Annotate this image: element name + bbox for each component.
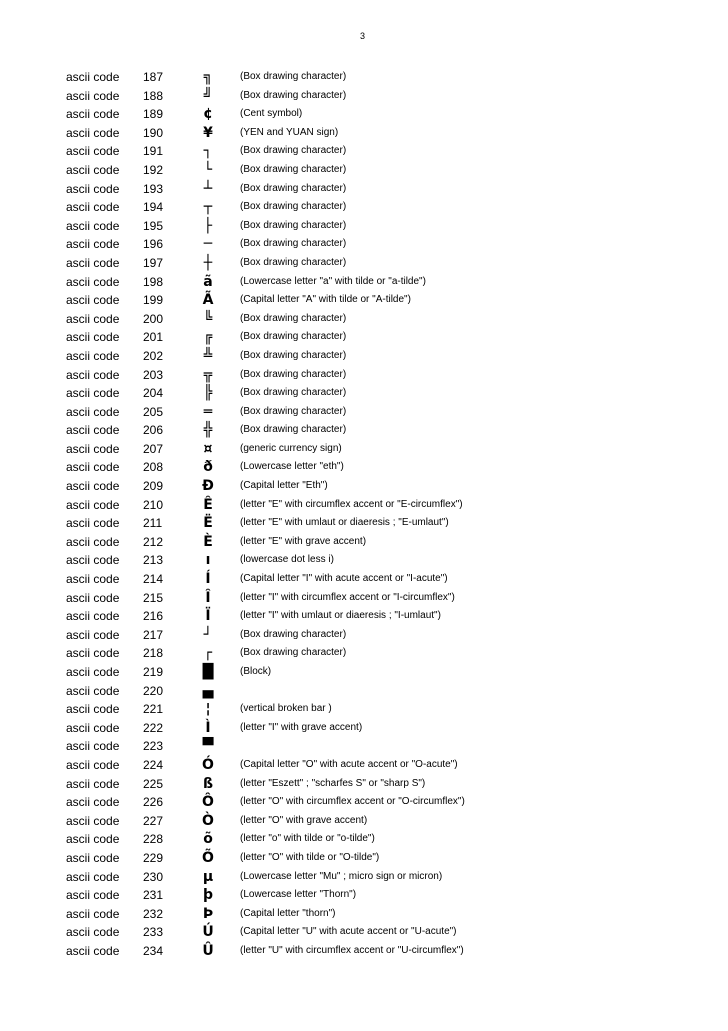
character-description: (YEN and YUAN sign) <box>240 126 339 138</box>
character-description: (Block) <box>240 666 272 677</box>
table-row <box>0 607 728 626</box>
ascii-character: ┴ <box>203 180 213 197</box>
ascii-character: ╚ <box>203 310 213 327</box>
row-label: ascii code <box>66 943 120 958</box>
ascii-character: ı <box>205 552 211 569</box>
character-description: (Box drawing character) <box>240 163 347 175</box>
character-description: (Capital letter "I" with acute accent or "I-acute") <box>240 573 448 585</box>
ascii-character: └ <box>203 161 213 178</box>
character-description: (letter "I" with umlaut or diaeresis ; "I-umlaut") <box>240 610 441 622</box>
ascii-character: ┼ <box>203 254 213 271</box>
table-row <box>0 533 728 552</box>
ascii-code: 227 <box>143 813 164 828</box>
character-description: (Box drawing character) <box>240 647 347 659</box>
row-label: ascii code <box>66 218 120 233</box>
character-description: (Box drawing character) <box>240 312 347 324</box>
ascii-code: 190 <box>143 125 164 140</box>
table-row <box>0 644 728 663</box>
table-row <box>0 700 728 719</box>
ascii-code: 191 <box>143 144 164 159</box>
page-number: 3 <box>360 31 366 41</box>
row-label: ascii code <box>66 200 120 215</box>
table-row <box>0 68 728 87</box>
character-description: (Capital letter "Eth") <box>240 480 328 492</box>
character-description: (Box drawing character) <box>240 405 347 417</box>
table-row <box>0 923 728 942</box>
row-label: ascii code <box>66 404 120 419</box>
ascii-character: Ô <box>202 794 214 811</box>
table-row <box>0 477 728 496</box>
character-description: (lowercase dot less i) <box>240 554 334 566</box>
row-label: ascii code <box>66 813 120 828</box>
ascii-code: 188 <box>143 88 164 103</box>
ascii-character: ¤ <box>203 440 213 457</box>
table-row <box>0 198 728 217</box>
row-label: ascii code <box>66 739 120 754</box>
table-row <box>0 328 728 347</box>
ascii-code: 197 <box>143 255 164 270</box>
table-row <box>0 291 728 310</box>
row-label: ascii code <box>66 497 120 512</box>
ascii-character: Ó <box>202 756 214 773</box>
character-description: (Lowercase letter "a" with tilde or "a-tilde") <box>240 275 426 287</box>
ascii-character: Û <box>202 942 214 959</box>
ascii-character: ¢ <box>203 106 213 123</box>
ascii-character: ├ <box>203 217 213 234</box>
ascii-code: 189 <box>143 107 164 122</box>
row-label: ascii code <box>66 776 120 791</box>
character-description: (Box drawing character) <box>240 368 347 380</box>
row-label: ascii code <box>66 609 120 624</box>
ascii-code: 213 <box>143 553 164 568</box>
ascii-code: 234 <box>143 943 164 958</box>
character-description: (Box drawing character) <box>240 219 347 231</box>
ascii-code: 207 <box>143 441 164 456</box>
ascii-code: 192 <box>143 162 164 177</box>
character-description: (vertical broken bar ) <box>240 703 332 715</box>
ascii-code: 187 <box>143 70 164 84</box>
row-label: ascii code <box>66 460 120 475</box>
ascii-code: 230 <box>143 869 164 884</box>
ascii-character: µ <box>202 868 214 885</box>
row-label: ascii code <box>66 720 120 735</box>
row-label: ascii code <box>66 572 120 587</box>
table-row <box>0 514 728 533</box>
row-label: ascii code <box>66 832 120 847</box>
row-label: ascii code <box>66 590 120 605</box>
ascii-code: 225 <box>143 776 164 791</box>
table-row <box>0 366 728 385</box>
row-label: ascii code <box>66 237 120 252</box>
row-label: ascii code <box>66 888 120 903</box>
row-label: ascii code <box>66 757 120 772</box>
ascii-code: 222 <box>143 720 164 735</box>
ascii-character: È <box>203 533 213 550</box>
table-row <box>0 682 728 701</box>
ascii-code: 216 <box>143 609 164 624</box>
character-description: (Box drawing character) <box>240 182 347 194</box>
table-row <box>0 458 728 477</box>
ascii-character: ═ <box>203 403 213 420</box>
ascii-character: Ú <box>202 924 214 941</box>
table-row <box>0 440 728 459</box>
ascii-character: ▄ <box>202 682 214 699</box>
table-row <box>0 626 728 645</box>
table-row <box>0 273 728 292</box>
ascii-code: 232 <box>143 906 164 921</box>
table-row <box>0 756 728 775</box>
character-description: (letter "Eszett" ; "scharfes S" or "sharp S") <box>240 777 426 789</box>
ascii-character: Ò <box>202 812 214 829</box>
character-description: (Box drawing character) <box>240 387 347 399</box>
row-label: ascii code <box>66 330 120 345</box>
ascii-code: 208 <box>143 460 164 475</box>
ascii-code: 198 <box>143 274 164 289</box>
ascii-code: 195 <box>143 218 164 233</box>
row-label: ascii code <box>66 274 120 289</box>
table-row <box>0 737 728 756</box>
ascii-code: 217 <box>143 627 164 642</box>
table-row <box>0 347 728 366</box>
row-label: ascii code <box>66 795 120 810</box>
row-label: ascii code <box>66 683 120 698</box>
character-description: (letter "O" with grave accent) <box>240 814 368 826</box>
character-description: (Capital letter "A" with tilde or "A-tilde") <box>240 294 411 306</box>
ascii-code: 205 <box>143 404 164 419</box>
ascii-character: Ì <box>205 719 211 736</box>
ascii-character: ã <box>203 273 213 290</box>
ascii-character: Î <box>205 589 211 606</box>
table-row <box>0 663 728 682</box>
ascii-code: 193 <box>143 181 164 196</box>
table-row <box>0 775 728 794</box>
character-description: (letter "E" with grave accent) <box>240 535 367 547</box>
character-description: (Box drawing character) <box>240 201 347 213</box>
table-row <box>0 886 728 905</box>
ascii-code: 220 <box>143 683 164 698</box>
table-row <box>0 812 728 831</box>
row-label: ascii code <box>66 553 120 568</box>
table-row <box>0 570 728 589</box>
ascii-character: þ <box>202 887 214 904</box>
ascii-code: 203 <box>143 367 164 382</box>
row-label: ascii code <box>66 348 120 363</box>
row-label: ascii code <box>66 665 120 679</box>
character-description: (Box drawing character) <box>240 89 347 101</box>
ascii-character: ╠ <box>203 385 213 402</box>
row-label: ascii code <box>66 423 120 438</box>
ascii-character: ╦ <box>203 366 213 383</box>
ascii-code: 224 <box>143 757 164 772</box>
row-label: ascii code <box>66 906 120 921</box>
ascii-code: 215 <box>143 590 164 605</box>
row-label: ascii code <box>66 869 120 884</box>
ascii-code: 211 <box>143 516 163 531</box>
table-row <box>0 589 728 608</box>
character-description: (Box drawing character) <box>240 145 347 157</box>
ascii-code: 218 <box>143 646 164 661</box>
table-row <box>0 142 728 161</box>
table-row <box>0 403 728 422</box>
ascii-character: ð <box>203 459 213 476</box>
table-row <box>0 124 728 143</box>
table-row <box>0 830 728 849</box>
ascii-code: 223 <box>143 739 164 754</box>
row-label: ascii code <box>66 479 120 494</box>
ascii-character: ─ <box>203 236 213 253</box>
ascii-character: ╩ <box>203 347 213 364</box>
ascii-code: 196 <box>143 237 164 252</box>
ascii-code: 233 <box>143 925 164 940</box>
character-description: (letter "O" with tilde or "O-tilde") <box>240 851 380 863</box>
ascii-character: ╔ <box>203 329 213 346</box>
ascii-character: ß <box>202 775 214 792</box>
ascii-code: 221 <box>143 702 164 717</box>
character-description: (letter "I" with circumflex accent or "I-circumflex") <box>240 591 455 603</box>
table-row <box>0 384 728 403</box>
ascii-code: 201 <box>143 330 164 345</box>
character-description: (Box drawing character) <box>240 238 347 250</box>
ascii-character: Õ <box>202 849 214 866</box>
table-row <box>0 254 728 273</box>
character-description: (Box drawing character) <box>240 628 347 640</box>
character-description: (letter "E" with circumflex accent or "E-circumflex") <box>240 498 463 510</box>
ascii-code: 214 <box>143 572 164 587</box>
table-row <box>0 551 728 570</box>
table-row <box>0 793 728 812</box>
character-description: (Capital letter "O" with acute accent or "O-acute") <box>240 758 458 770</box>
character-description: (Lowercase letter "Mu" ; micro sign or micron) <box>240 870 443 882</box>
character-description: (Box drawing character) <box>240 331 347 343</box>
character-description: (Lowercase letter "Thorn") <box>240 889 357 901</box>
ascii-character: █ <box>202 664 214 680</box>
ascii-character: ▀ <box>202 738 214 755</box>
row-label: ascii code <box>66 162 120 177</box>
ascii-code: 194 <box>143 200 164 215</box>
ascii-code: 200 <box>143 311 164 326</box>
table-row <box>0 496 728 515</box>
table-row <box>0 868 728 887</box>
row-label: ascii code <box>66 107 120 122</box>
row-label: ascii code <box>66 441 120 456</box>
ascii-code: 209 <box>143 479 164 494</box>
character-description: (Box drawing character) <box>240 71 347 82</box>
row-label: ascii code <box>66 367 120 382</box>
row-label: ascii code <box>66 255 120 270</box>
table-row <box>0 217 728 236</box>
row-label: ascii code <box>66 144 120 159</box>
row-label: ascii code <box>66 925 120 940</box>
ascii-character: Ï <box>205 608 211 625</box>
character-description: (Capital letter "thorn") <box>240 907 336 919</box>
row-label: ascii code <box>66 646 120 661</box>
character-description: (letter "I" with grave accent) <box>240 721 363 733</box>
table-row <box>0 849 728 868</box>
character-description: (Capital letter "U" with acute accent or "U-acute") <box>240 926 457 938</box>
row-label: ascii code <box>66 293 120 308</box>
row-label: ascii code <box>66 88 120 103</box>
ascii-code: 206 <box>143 423 164 438</box>
row-label: ascii code <box>66 311 120 326</box>
table-row <box>0 719 728 738</box>
table-row <box>0 87 728 106</box>
character-description: (Cent symbol) <box>240 108 303 120</box>
ascii-code: 202 <box>143 348 164 363</box>
ascii-character: ┌ <box>203 645 213 662</box>
table-row <box>0 105 728 124</box>
ascii-code: 199 <box>143 293 164 308</box>
ascii-character: Ë <box>203 515 213 532</box>
ascii-character: ┬ <box>203 199 213 216</box>
table-row <box>0 161 728 180</box>
ascii-character: ╝ <box>203 87 213 104</box>
ascii-character: ¦ <box>205 701 211 718</box>
character-description: (letter "O" with circumflex accent or "O-circumflex") <box>240 796 465 808</box>
ascii-character: õ <box>203 831 213 848</box>
character-description: (generic currency sign) <box>240 442 342 454</box>
ascii-character: Í <box>205 571 211 588</box>
ascii-character: ╗ <box>203 69 213 85</box>
ascii-code: 228 <box>143 832 164 847</box>
row-label: ascii code <box>66 70 120 84</box>
row-label: ascii code <box>66 534 120 549</box>
ascii-code: 204 <box>143 386 164 401</box>
row-label: ascii code <box>66 181 120 196</box>
ascii-character: Ã <box>202 292 214 309</box>
ascii-table <box>0 68 728 961</box>
ascii-character: Ð <box>202 478 214 495</box>
ascii-code: 212 <box>143 534 164 549</box>
table-row <box>0 310 728 329</box>
character-description: (Box drawing character) <box>240 349 347 361</box>
ascii-character: ╬ <box>203 422 213 439</box>
ascii-character: ┐ <box>203 143 213 160</box>
ascii-character: ┘ <box>203 626 213 643</box>
ascii-code: 210 <box>143 497 164 512</box>
table-row <box>0 942 728 961</box>
ascii-character: Ê <box>203 496 213 513</box>
character-description: (Lowercase letter "eth") <box>240 461 344 473</box>
row-label: ascii code <box>66 702 120 717</box>
ascii-code: 226 <box>143 795 164 810</box>
ascii-code: 231 <box>143 888 164 903</box>
character-description: (Box drawing character) <box>240 256 347 268</box>
ascii-character: Þ <box>202 905 214 922</box>
table-row <box>0 905 728 924</box>
ascii-code: 229 <box>143 850 164 865</box>
character-description: (letter "o" with tilde or "o-tilde") <box>240 833 375 845</box>
row-label: ascii code <box>66 125 120 140</box>
table-row <box>0 235 728 254</box>
row-label: ascii code <box>66 850 120 865</box>
row-label: ascii code <box>66 516 120 531</box>
table-row <box>0 421 728 440</box>
character-description: (letter "U" with circumflex accent or "U-circumflex") <box>240 944 464 956</box>
table-row <box>0 180 728 199</box>
row-label: ascii code <box>66 386 120 401</box>
ascii-character: ¥ <box>203 124 213 141</box>
character-description: (Box drawing character) <box>240 424 347 436</box>
row-label: ascii code <box>66 627 120 642</box>
character-description: (letter "E" with umlaut or diaeresis ; "E-umlaut") <box>240 517 449 529</box>
ascii-code: 219 <box>143 665 164 679</box>
